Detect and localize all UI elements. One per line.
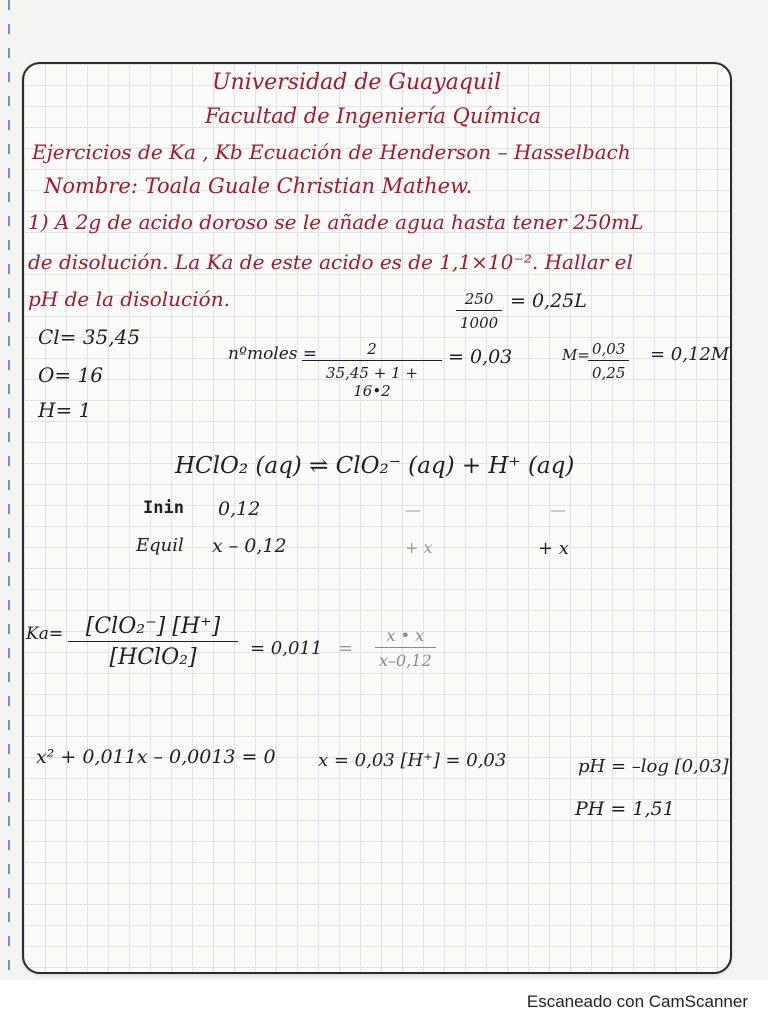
initial-dash-proton: —	[550, 500, 566, 519]
ka-x-numerator: x • x	[386, 626, 425, 645]
ka-x-denominator: x–0,12	[375, 647, 436, 670]
molarity-label: M=	[562, 346, 590, 364]
equilibrium-label: Equil	[136, 535, 184, 556]
x-value: x = 0,03 [H⁺] = 0,03	[318, 750, 507, 771]
mass-oxygen: O= 16	[38, 363, 103, 387]
molarity-denominator: 0,25	[588, 360, 629, 382]
mass-hydrogen: H= 1	[38, 398, 92, 422]
initial-dash-anion: —	[405, 500, 421, 519]
ka-denominator: [HClO₂]	[68, 641, 238, 670]
equilibrium-anion: + x	[405, 538, 433, 557]
initial-label: Inin	[143, 498, 184, 518]
moles-label: nºmoles =	[228, 344, 318, 364]
equilibrium-value: x – 0,12	[212, 535, 287, 557]
problem-line-2: de disolución. La Ka de este acido es de 1,1×10⁻². Hallar el	[28, 250, 633, 274]
faculty-title: Facultad de Ingeniería Química	[205, 104, 541, 128]
camscanner-watermark: Escaneado con CamScanner	[526, 992, 748, 1011]
ph-expression: pH = –log [0,03]	[578, 756, 729, 777]
notebook-page	[22, 62, 732, 974]
volume-result: = 0,25L	[510, 290, 587, 312]
molarity-numerator: 0,03	[592, 340, 626, 358]
mass-chlorine: Cl= 35,45	[38, 325, 141, 349]
molarity-result: = 0,12M	[650, 344, 730, 365]
ka-equals: =	[338, 638, 354, 659]
moles-denominator: 35,45 + 1 + 16•2	[302, 360, 442, 400]
ph-result: PH = 1,51	[575, 798, 675, 820]
molarity-fraction	[588, 340, 629, 382]
notebook-margin-line	[8, 0, 10, 1024]
university-title: Universidad de Guayaquil	[212, 70, 502, 95]
moles-fraction	[302, 340, 442, 400]
ka-label: Ka=	[26, 624, 64, 644]
student-name: Nombre: Toala Guale Christian Mathew.	[44, 174, 473, 198]
moles-result: = 0,03	[448, 346, 513, 368]
problem-line-3: pH de la disolución.	[28, 287, 230, 311]
ka-x-fraction	[375, 626, 436, 670]
exercise-topic: Ejercicios de Ka , Kb Ecuación de Henderson – Hasselbach	[32, 140, 631, 164]
volume-fraction	[456, 290, 502, 332]
dissociation-equation: HClO₂ (aq) ⇌ ClO₂⁻ (aq) + H⁺ (aq)	[175, 453, 575, 479]
equilibrium-proton: + x	[538, 538, 569, 559]
volume-numerator: 250	[464, 290, 494, 308]
ka-fraction	[68, 614, 238, 670]
ka-value: = 0,011	[250, 638, 323, 659]
problem-line-1: 1) A 2g de acido doroso se le añade agua hasta tener 250mL	[28, 210, 644, 234]
initial-value: 0,12	[218, 498, 261, 520]
moles-numerator: 2	[367, 340, 377, 358]
quadratic-equation: x² + 0,011x – 0,0013 = 0	[36, 746, 276, 768]
volume-denominator: 1000	[456, 310, 502, 332]
ka-numerator: [ClO₂⁻] [H⁺]	[85, 614, 221, 639]
